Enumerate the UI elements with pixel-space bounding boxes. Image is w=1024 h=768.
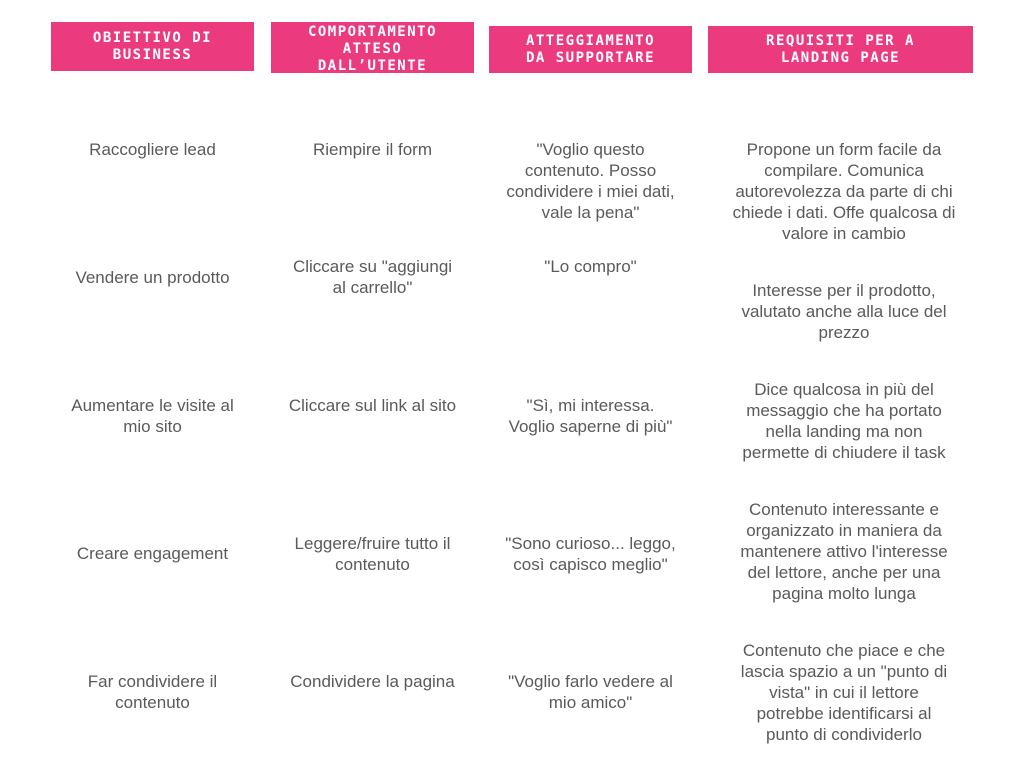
cell-obiettivo: Creare engagement [76, 544, 229, 563]
header-atteggiamento [489, 26, 692, 73]
cell-atteggiamento: "Sono curioso... leggo, così capisco meglio" [505, 534, 676, 574]
header-requisiti-landing-page [708, 26, 973, 73]
cell-obiettivo: Raccogliere lead [89, 140, 216, 159]
cell-requisiti: Dice qualcosa in più del messaggio che ha portato nella landing ma non permette di chiudere il task [742, 380, 946, 462]
cell-comportamento: Cliccare sul link al sito [288, 396, 457, 415]
header-label: ATTEGGIAMENTO DA SUPPORTARE [525, 32, 656, 66]
cell-obiettivo: Vendere un prodotto [75, 268, 230, 287]
cell-comportamento: Riempire il form [312, 140, 433, 159]
cell-obiettivo: Far condividere il contenuto [87, 672, 218, 712]
cell-atteggiamento: "Voglio farlo vedere al mio amico" [508, 672, 673, 712]
cell-comportamento: Cliccare su "aggiungi al carrello" [292, 257, 453, 297]
header-label: COMPORTAMENTO ATTESO DALL’UTENTE [307, 24, 438, 73]
cell-requisiti: Contenuto interessante e organizzato in maniera da mantenere attivo l'interesse del lettore, anche per una pagina molto lunga [740, 500, 948, 603]
header-label: REQUISITI PER A LANDING PAGE [766, 32, 915, 66]
header-label: OBIETTIVO DI BUSINESS [92, 29, 213, 63]
cell-comportamento: Leggere/fruire tutto il contenuto [294, 534, 451, 574]
cell-requisiti: Interesse per il prodotto, valutato anche alla luce del prezzo [741, 281, 947, 342]
header-comportamento-atteso [271, 22, 474, 73]
cell-obiettivo: Aumentare le visite al mio sito [71, 396, 234, 436]
cell-atteggiamento: "Lo compro" [544, 257, 637, 276]
cell-requisiti: Propone un form facile da compilare. Comunica autorevolezza da parte di chi chiede i dati. Offe qualcosa di valore in cambio [732, 140, 956, 243]
header-obiettivo-di-business [51, 22, 254, 71]
cell-atteggiamento: "Voglio questo contenuto. Posso condividere i miei dati, vale la pena" [506, 140, 675, 222]
cell-requisiti: Contenuto che piace e che lascia spazio a un "punto di vista" in cui il lettore potrebbe identificarsi al punto di condividerlo [740, 641, 948, 744]
cell-comportamento: Condividere la pagina [290, 672, 455, 691]
cell-atteggiamento: "Sì, mi interessa. Voglio saperne di più" [508, 396, 673, 436]
